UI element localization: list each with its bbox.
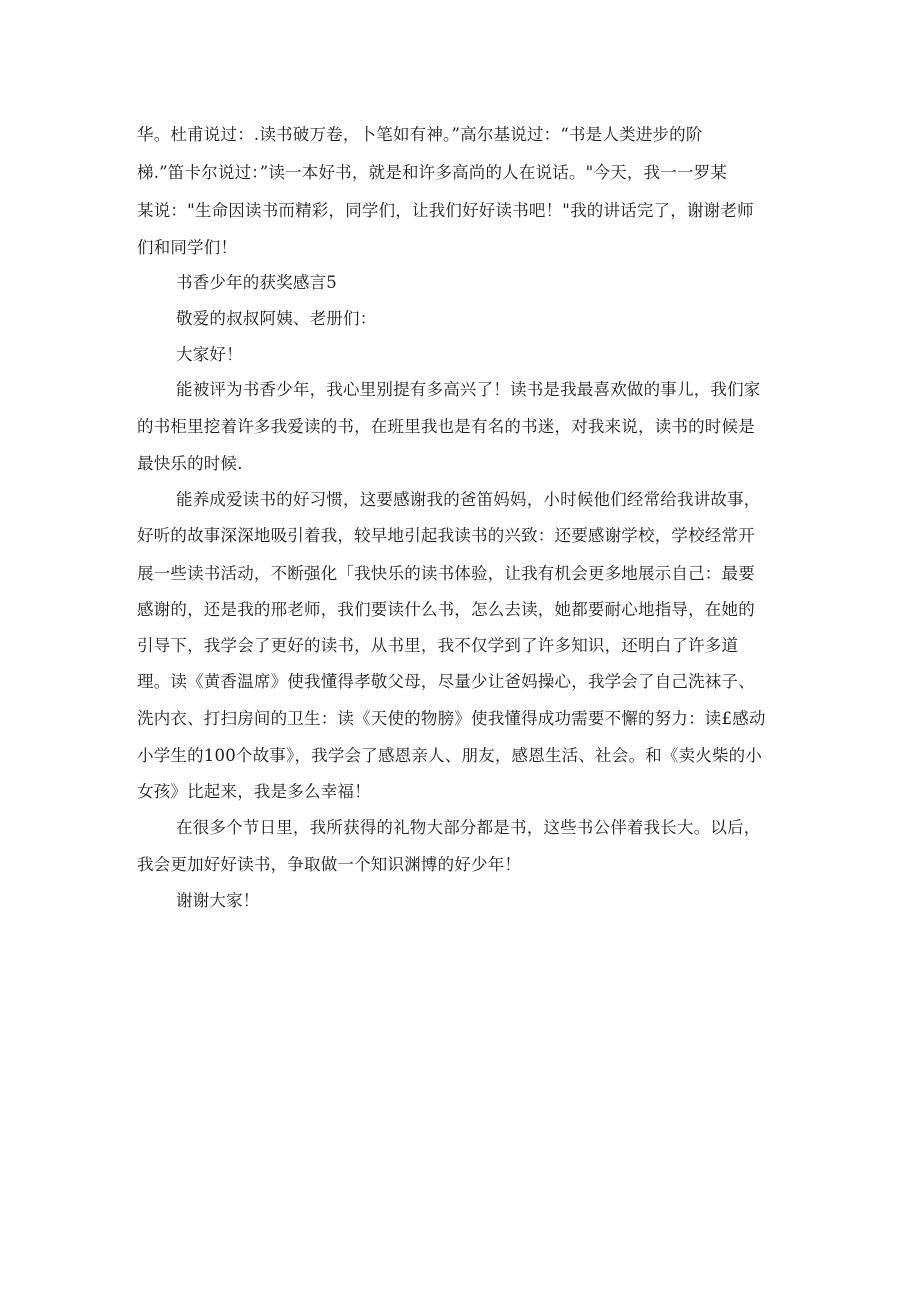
text-line: 梯.”笛卡尔说过：”读一本好书，就是和许多高尚的人在说话。"今天，我一一罗某 [137,163,728,182]
salutation: 敬爱的叔叔阿姨、老册们： [176,309,377,328]
text-line: 在很多个节日里，我所获得的礼物大部分都是书，这些书公伴着我长大。以后， [176,818,761,837]
text-line: 感谢的，还是我的邢老师，我们要读什么书，怎么去读，她都要耐心地指导，在她的 [137,600,755,619]
text-line: 小学生的100个故事》，我学会了感恩亲人、朋友，感恩生活、社会。和《卖火柴的小 [137,746,763,765]
section-heading: 书香少年的获奖感言5 [176,273,337,292]
text-line: 好听的故事深深地吸引着我，较早地引起我读书的兴致：还要感谢学校，学校经常开 [137,526,755,545]
text-line: 洗内衣、打扫房间的卫生：读《天使的物膀》使我懂得成功需要不懈的努力：读£感动 [137,709,766,728]
greeting: 大家好！ [176,345,243,364]
text-line: 我会更加好好读书，争取做一个知识渊博的好少年！ [137,855,522,874]
text-line: 展一些读书活动，不断强化「我快乐的读书体验，让我有机会更多地展示自己：最要 [137,564,755,583]
text-line: 华。杜甫说过：.读书破万卷，卜笔如有神。”高尔基说过：“书是人类进步的阶 [137,125,703,144]
text-line: 的书柜里挖着许多我爱读的书，在班里我也是有名的书迷，对我来说，读书的时候是 [137,417,755,436]
text-line: 引导下，我学会了更好的读书，从书里，我不仅学到了许多知识，还明白了许多道 [137,636,739,655]
text-line: 最快乐的时候. [137,454,243,473]
text-line: 理。读《黄香温席》使我懂得孝敬父母，尽量少让爸妈操心，我学会了自己洗袜子、 [137,672,755,691]
text-line: 们和同学们！ [137,238,238,257]
text-line: 能养成爱读书的好习惯，这要感谢我的爸笛妈妈，小时候他们经常给我讲故事， [176,490,761,509]
text-line: 女孩》比起来，我是多么幸福！ [137,782,371,801]
text-line: 某说："生命因读书而精彩，同学们，让我们好好读书吧！"我的讲话完了，谢谢老师 [137,201,754,220]
text-line: 能被评为书香少年，我心里别提有多高兴了！读书是我最喜欢做的事儿，我们家 [176,380,761,399]
closing: 谢谢大家！ [176,891,260,910]
